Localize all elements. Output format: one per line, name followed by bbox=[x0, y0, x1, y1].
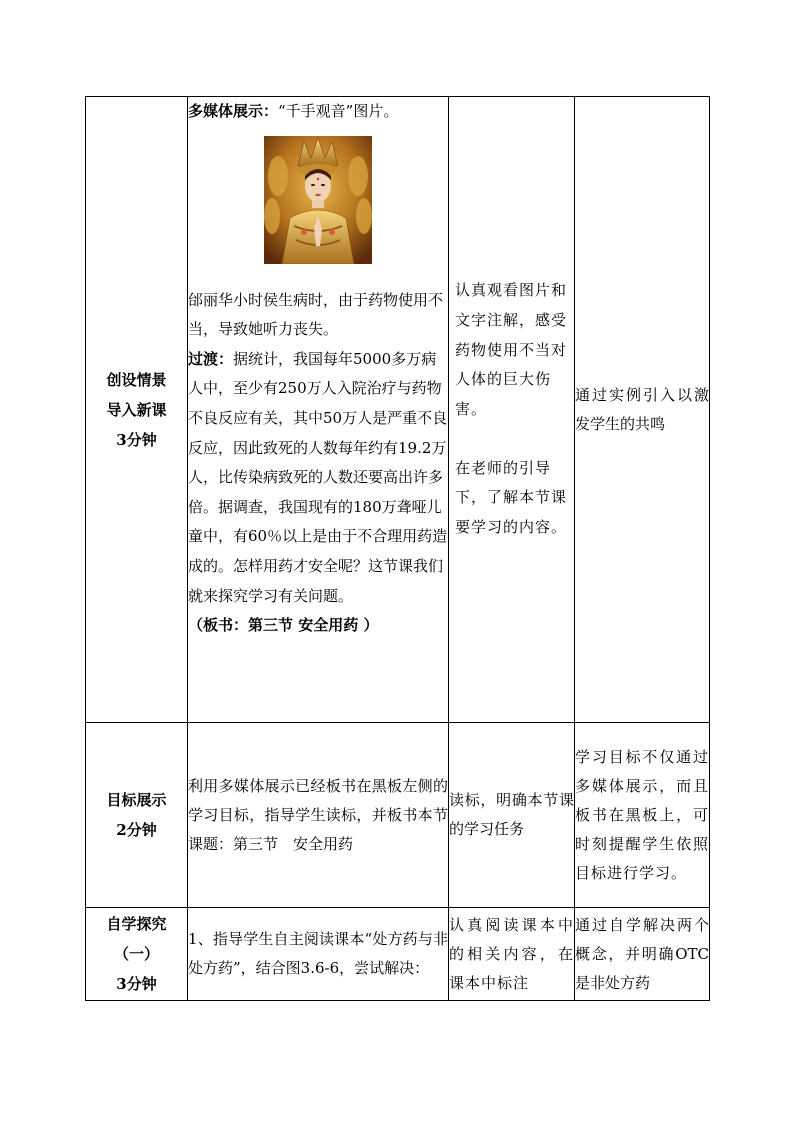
media-text: “千手观音”图片。 bbox=[278, 102, 399, 120]
thousand-hand-guanyin-photo bbox=[264, 136, 372, 264]
stage-line: 3分钟 bbox=[116, 430, 157, 449]
design-intent-cell: 学习目标不仅通过多媒体展示，而且板书在黑板上，可时刻提醒学生依照目标进行学习。 bbox=[575, 723, 710, 908]
student-activity-text: 在老师的引导下，了解本节课要学习的内容。 bbox=[455, 458, 568, 537]
student-activity-text: 认真观看图片和文字注解，感受药物使用不当对人体的巨大伤害。 bbox=[455, 281, 568, 418]
stage-line: 3分钟 bbox=[116, 975, 157, 993]
table-row bbox=[86, 908, 710, 1001]
board-note: （板书：第三节 安全用药 ） bbox=[188, 616, 379, 635]
stage-line: 创设情景 bbox=[106, 370, 167, 389]
stage-cell bbox=[86, 723, 188, 908]
stage-line: 自学探究 bbox=[106, 915, 167, 933]
stage-line: 2分钟 bbox=[116, 821, 157, 839]
guanyin-image bbox=[264, 136, 372, 264]
design-intent-cell: 通过自学解决两个概念，并明确OTC是非处方药 bbox=[575, 908, 710, 1001]
stage-line: 目标展示 bbox=[106, 791, 167, 809]
transition-text: 据统计，我国每年5000多万病人中，至少有250万人入院治疗与药物不良反应有关，其中50万人是严重不良反应，因此致死的人数每年约有19.2万人，比传染病致死的人数还要高出许多倍。据调查，我国现有的180万聋哑儿童中，有60％以上是由于不合理用药造成的。怎样用药才安全呢？这节课我们就来探究学习有关问题。 bbox=[188, 349, 448, 605]
table-row bbox=[86, 97, 710, 723]
student-activity-cell: 读标，明确本节课的学习任务 bbox=[449, 723, 575, 908]
student-activity-cell bbox=[449, 97, 575, 723]
teacher-activity-cell bbox=[188, 97, 449, 723]
transition-label: 过渡： bbox=[188, 349, 234, 368]
table-row bbox=[86, 723, 710, 908]
stage-cell bbox=[86, 97, 188, 723]
stage-cell bbox=[86, 908, 188, 1001]
teacher-activity-cell: 利用多媒体展示已经板书在黑板左侧的学习目标，指导学生读标，并板书本节课题：第三节 安全用药 bbox=[188, 723, 449, 908]
media-label: 多媒体展示： bbox=[188, 102, 279, 120]
student-activity-cell: 认真阅读课本中的相关内容，在课本中标注 bbox=[449, 908, 575, 1001]
story-text: 邰丽华小时侯生病时，由于药物使用不当，导致她听力丧失。 bbox=[188, 290, 444, 339]
design-intent-cell: 通过实例引入以激发学生的共鸣 bbox=[575, 97, 710, 723]
lesson-plan-table bbox=[85, 96, 710, 1001]
stage-line: （一） bbox=[113, 945, 159, 963]
teacher-activity-cell: 1、指导学生自主阅读课本“处方药与非处方药”，结合图3.6-6，尝试解决： bbox=[188, 908, 449, 1001]
stage-line: 导入新课 bbox=[106, 400, 167, 419]
